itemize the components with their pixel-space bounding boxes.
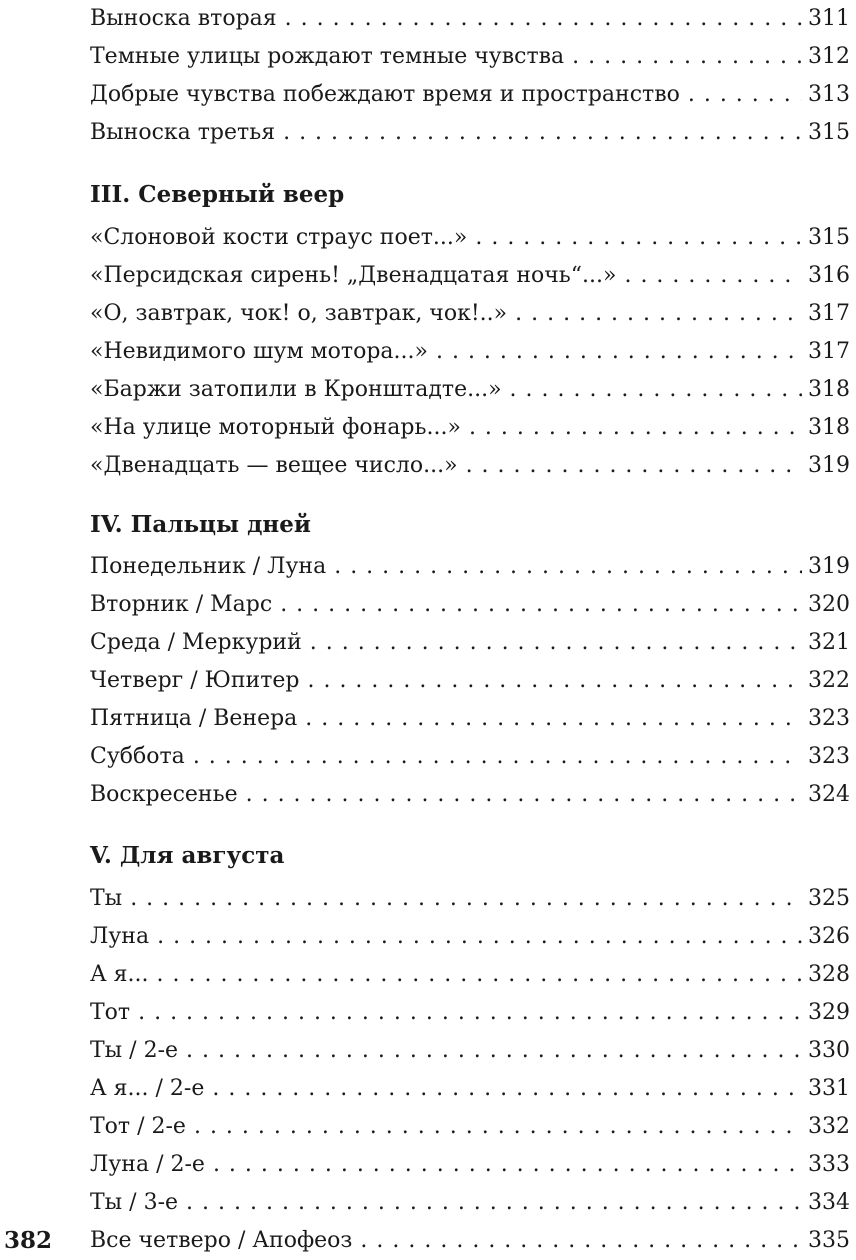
leader-dots: [334, 548, 802, 586]
toc-entry-page: 316: [808, 263, 850, 288]
leader-dots: [466, 447, 802, 485]
toc-entry-page: 330: [808, 1038, 850, 1063]
toc-entry: [90, 38, 850, 76]
toc-entry-title: Ты: [90, 886, 123, 911]
toc-entry: [90, 76, 850, 114]
toc-entry: [90, 1222, 850, 1260]
toc-entry-page: 320: [808, 592, 850, 617]
toc-entry: [90, 776, 850, 814]
toc-entry-page: 317: [808, 301, 850, 326]
toc-entry: [90, 548, 850, 586]
leader-dots: [475, 219, 802, 257]
leader-dots: [305, 700, 802, 738]
toc-entry: [90, 0, 850, 38]
toc-entry: [90, 1070, 850, 1108]
leader-dots: [212, 1070, 802, 1108]
leader-dots: [360, 1222, 802, 1260]
toc-entry: [90, 114, 850, 152]
leader-dots: [186, 1032, 802, 1070]
toc-entry-page: 319: [808, 453, 850, 478]
toc-entry-page: 326: [808, 924, 850, 949]
toc-entry-title: Луна: [90, 924, 150, 949]
toc-entry-page: 318: [808, 415, 850, 440]
toc-entry: [90, 409, 850, 447]
leader-dots: [194, 1108, 802, 1146]
toc-entry-title: «Баржи затопили в Кронштадте...»: [90, 377, 502, 402]
toc-entry: [90, 700, 850, 738]
toc-entry-page: 329: [808, 1000, 850, 1025]
toc-entry-title: «Невидимого шум мотора...»: [90, 339, 428, 364]
leader-dots: [572, 38, 802, 76]
leader-dots: [138, 994, 802, 1032]
toc-entry-page: 324: [808, 782, 850, 807]
section-heading: IV. Пальцы дней: [90, 511, 311, 538]
toc-entry-title: Все четверо / Апофеоз: [90, 1228, 353, 1253]
toc-entry: [90, 880, 850, 918]
toc-entry: [90, 956, 850, 994]
toc-entry-title: Воскресенье: [90, 782, 238, 807]
toc-entry: [90, 624, 850, 662]
toc-entry-page: 318: [808, 377, 850, 402]
toc-entry: [90, 371, 850, 409]
toc-entry-title: «На улице моторный фонарь...»: [90, 415, 461, 440]
leader-dots: [283, 114, 802, 152]
toc-entry-page: 321: [808, 630, 850, 655]
leader-dots: [157, 918, 802, 956]
toc-entry-page: 328: [808, 962, 850, 987]
leader-dots: [157, 956, 802, 994]
toc-entry-title: Вторник / Марс: [90, 592, 273, 617]
leader-dots: [280, 586, 802, 624]
leader-dots: [213, 1146, 802, 1184]
toc-entry: [90, 994, 850, 1032]
leader-dots: [310, 624, 802, 662]
toc-entry: [90, 738, 850, 776]
toc-entry-title: «Слоновой кости страус поет...»: [90, 225, 468, 250]
section-heading: V. Для августа: [90, 842, 285, 869]
leader-dots: [285, 0, 802, 38]
toc-entry: [90, 662, 850, 700]
leader-dots: [510, 371, 802, 409]
toc-entry: [90, 295, 850, 333]
toc-entry: [90, 219, 850, 257]
toc-entry-page: 323: [808, 744, 850, 769]
toc-entry-title: Тот / 2-е: [90, 1114, 186, 1139]
toc-entry-page: 322: [808, 668, 850, 693]
leader-dots: [307, 662, 802, 700]
section-heading: III. Северный веер: [90, 181, 345, 208]
toc-entry-page: 315: [808, 225, 850, 250]
toc-entry-title: А я...: [90, 962, 149, 987]
leader-dots: [436, 333, 802, 371]
toc-entry-title: «О, завтрак, чок! о, завтрак, чок!..»: [90, 301, 508, 326]
toc-entry-page: 317: [808, 339, 850, 364]
toc-entry-title: Выноска вторая: [90, 6, 277, 31]
toc-entry-page: 312: [808, 44, 850, 69]
page-number: 382: [4, 1227, 53, 1254]
leader-dots: [193, 738, 802, 776]
toc-entry-page: 334: [808, 1190, 850, 1215]
leader-dots: [469, 409, 802, 447]
toc-entry-title: Ты / 3-е: [90, 1190, 179, 1215]
toc-entry-page: 315: [808, 120, 850, 145]
toc-entry-page: 323: [808, 706, 850, 731]
leader-dots: [130, 880, 802, 918]
toc-entry-page: 313: [808, 82, 850, 107]
toc-entry: [90, 586, 850, 624]
toc-entry: [90, 918, 850, 956]
leader-dots: [515, 295, 802, 333]
toc-entry-title: «Персидская сирень! „Двенадцатая ночь“...»: [90, 263, 617, 288]
toc-entry-title: Выноска третья: [90, 120, 276, 145]
toc-entry-page: 325: [808, 886, 850, 911]
toc-entry-page: 331: [808, 1076, 850, 1101]
toc-entry-title: А я... / 2-е: [90, 1076, 205, 1101]
toc-entry: [90, 257, 850, 295]
toc-entry-title: Пятница / Венера: [90, 706, 298, 731]
toc-entry: [90, 333, 850, 371]
toc-entry-title: Добрые чувства побеждают время и пространство: [90, 82, 680, 107]
toc-entry-title: Четверг / Юпитер: [90, 668, 300, 693]
toc-entry-title: Суббота: [90, 744, 185, 769]
leader-dots: [688, 76, 802, 114]
toc-entry-page: 319: [808, 554, 850, 579]
toc-entry-page: 335: [808, 1228, 850, 1253]
toc-entry-title: Тот: [90, 1000, 131, 1025]
leader-dots: [186, 1184, 802, 1222]
toc-entry-title: Ты / 2-е: [90, 1038, 179, 1063]
toc-entry-title: Луна / 2-е: [90, 1152, 205, 1177]
toc-entry-page: 333: [808, 1152, 850, 1177]
toc-entry-title: Среда / Меркурий: [90, 630, 302, 655]
toc-entry-page: 332: [808, 1114, 850, 1139]
toc-entry: [90, 1032, 850, 1070]
toc-entry-title: Понедельник / Луна: [90, 554, 327, 579]
toc-entry-page: 311: [808, 6, 850, 31]
toc-entry-title: «Двенадцать — вещее число...»: [90, 453, 458, 478]
toc-entry: [90, 447, 850, 485]
toc-entry: [90, 1184, 850, 1222]
toc-entry-title: Темные улицы рождают темные чувства: [90, 44, 565, 69]
leader-dots: [246, 776, 802, 814]
leader-dots: [624, 257, 802, 295]
toc-entry: [90, 1108, 850, 1146]
toc-entry: [90, 1146, 850, 1184]
